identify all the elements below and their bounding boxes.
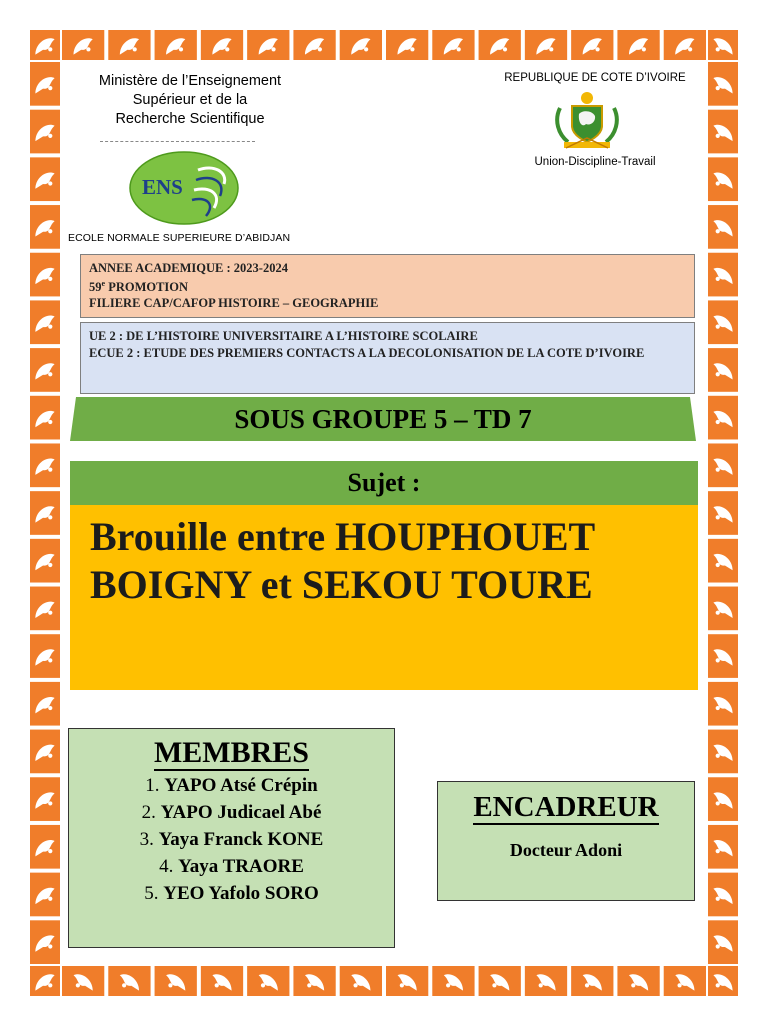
- member-name: Yaya Franck KONE: [158, 829, 324, 850]
- supervisor-heading-text: ENCADREUR: [473, 791, 659, 823]
- member-number: 5.: [144, 883, 159, 904]
- ministry-line-3: Recherche Scientifique: [115, 111, 265, 127]
- ministry-line-2: Supérieur et de la: [132, 92, 248, 108]
- member-item: [69, 799, 394, 826]
- supervisor-name: Docteur Adoni: [509, 840, 623, 860]
- subject-label: Sujet :: [70, 461, 698, 505]
- group-banner-text: SOUS GROUPE 5 – TD 7: [234, 403, 532, 434]
- members-box: [68, 728, 395, 948]
- republic-name: REPUBLIQUE DE COTE D’IVOIRE: [504, 72, 686, 84]
- member-item: [69, 880, 394, 907]
- member-item: [69, 772, 394, 799]
- promotion: [89, 276, 686, 295]
- ministry-heading: [70, 72, 310, 129]
- member-name: YEO Yafolo SORO: [163, 883, 319, 904]
- supervisor-box: [437, 781, 695, 901]
- filiere: FILIERE CAP/CAFOP HISTOIRE – GEOGRAPHIE: [89, 296, 379, 311]
- member-number: 4.: [159, 856, 174, 877]
- member-item: [69, 853, 394, 880]
- course-ue: UE 2 : DE L’HISTOIRE UNIVERSITAIRE A L’HISTOIRE SCOLAIRE: [89, 329, 478, 343]
- course-ecue: ECUE 2 : ETUDE DES PREMIERS CONTACTS A LA DECOLONISATION DE LA COTE D’IVOIRE: [89, 346, 645, 360]
- member-number: 2.: [141, 802, 156, 823]
- member-name: Yaya TRAORE: [178, 856, 304, 877]
- group-banner: [70, 397, 696, 441]
- members-heading: [69, 736, 394, 770]
- academic-year: ANNEE ACADEMIQUE : 2023-2024: [89, 261, 288, 275]
- member-name: YAPO Judicael Abé: [160, 802, 322, 823]
- members-heading-text: MEMBRES: [153, 736, 309, 769]
- academic-info-box: [80, 254, 695, 318]
- subject-box: [70, 505, 698, 690]
- ministry-line-1: Ministère de l’Enseignement: [98, 73, 282, 89]
- subject-title: Brouille entre HOUPHOUET BOIGNY et SEKOU TOURE: [90, 514, 595, 607]
- member-item: [69, 826, 394, 853]
- supervisor-heading: [438, 790, 694, 824]
- ens-logo: [128, 150, 240, 226]
- school-name: ECOLE NORMALE SUPERIEURE D’ABIDJAN: [68, 232, 291, 244]
- member-name: YAPO Atsé Crépin: [164, 775, 318, 796]
- member-number: 1.: [145, 775, 160, 796]
- member-number: 3.: [139, 829, 154, 850]
- ministry-divider: [100, 141, 255, 142]
- republic-motto: Union-Discipline-Travail: [534, 156, 656, 168]
- ens-logo-text: ENS: [142, 175, 183, 199]
- promotion-number: 59: [89, 280, 102, 295]
- course-info-box: [80, 322, 695, 394]
- members-list: [69, 772, 394, 907]
- promotion-superscript: e: [101, 279, 106, 288]
- promotion-label: PROMOTION: [105, 280, 189, 295]
- coat-of-arms-icon: [552, 90, 622, 152]
